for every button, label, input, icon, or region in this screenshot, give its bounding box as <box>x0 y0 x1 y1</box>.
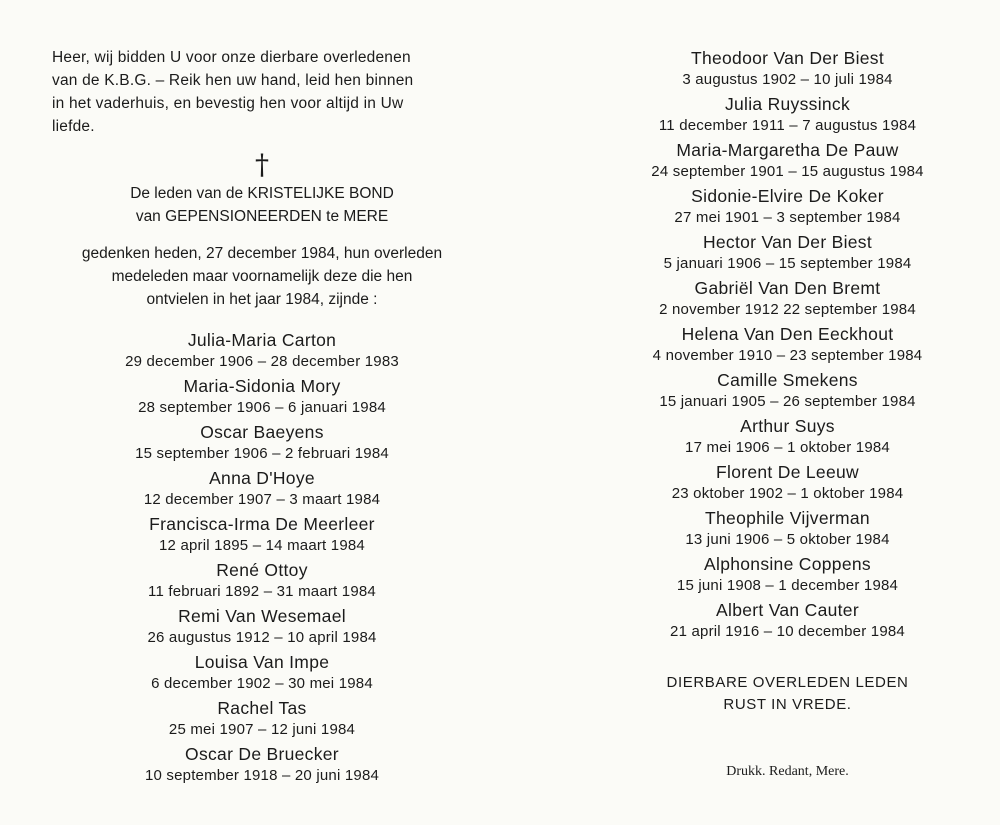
deceased-dates: 15 juni 1908 – 1 december 1984 <box>676 577 899 594</box>
deceased-name: Arthur Suys <box>740 416 835 436</box>
deceased-dates: 13 juni 1906 – 5 oktober 1984 <box>685 531 890 548</box>
deceased-name: Remi Van Wesemael <box>178 606 346 626</box>
intro-line: ontvielen in het jaar 1984, zijnde : <box>146 291 378 308</box>
prayer-line: liefde. <box>52 118 95 135</box>
deceased-entry <box>615 414 960 460</box>
deceased-name: Louisa Van Impe <box>194 652 330 672</box>
intro-line: gedenken heden, 27 december 1984, hun overleden <box>81 245 443 262</box>
deceased-name: Camille Smekens <box>717 370 858 390</box>
deceased-entry <box>615 598 960 644</box>
deceased-dates: 5 januari 1906 – 15 september 1984 <box>663 255 912 272</box>
deceased-list-left <box>52 328 472 788</box>
deceased-name: Francisca-Irma De Meerleer <box>149 514 375 534</box>
closing-line: RUST IN VREDE. <box>723 696 852 713</box>
deceased-dates: 10 september 1918 – 20 juni 1984 <box>144 767 380 784</box>
deceased-name: Sidonie-Elvire De Koker <box>691 186 884 206</box>
bond-line: De leden van de KRISTELIJKE BOND <box>130 185 394 202</box>
deceased-entry <box>615 92 960 138</box>
deceased-name: Maria-Margaretha De Pauw <box>676 140 899 160</box>
deceased-dates: 11 december 1911 – 7 augustus 1984 <box>658 117 917 134</box>
cross-icon: † <box>255 148 269 181</box>
deceased-name: Helena Van Den Eeckhout <box>681 324 894 344</box>
deceased-entry <box>615 322 960 368</box>
deceased-dates: 29 december 1906 – 28 december 1983 <box>125 353 399 370</box>
deceased-entry <box>52 466 472 512</box>
closing-line: DIERBARE OVERLEDEN LEDEN <box>666 674 909 691</box>
deceased-dates: 2 november 1912 22 september 1984 <box>659 301 916 318</box>
deceased-dates: 12 december 1907 – 3 maart 1984 <box>143 491 381 508</box>
deceased-entry <box>52 696 472 742</box>
prayer-line: van de K.B.G. – Reik hen uw hand, leid hen binnen <box>52 72 414 89</box>
deceased-entry <box>615 552 960 598</box>
deceased-name: Gabriël Van Den Bremt <box>694 278 881 298</box>
deceased-entry <box>615 460 960 506</box>
right-column <box>615 46 960 716</box>
deceased-dates: 4 november 1910 – 23 september 1984 <box>652 347 923 364</box>
deceased-dates: 15 september 1906 – 2 februari 1984 <box>135 445 389 462</box>
deceased-entry <box>615 184 960 230</box>
deceased-dates: 27 mei 1901 – 3 september 1984 <box>674 209 901 226</box>
deceased-dates: 25 mei 1907 – 12 juni 1984 <box>168 721 356 738</box>
left-column <box>52 46 472 788</box>
bond-line: van GEPENSIONEERDEN te MERE <box>135 208 389 225</box>
deceased-name: Oscar De Bruecker <box>185 744 339 764</box>
deceased-entry <box>52 374 472 420</box>
deceased-dates: 28 september 1906 – 6 januari 1984 <box>138 399 386 416</box>
deceased-entry <box>615 276 960 322</box>
deceased-name: Florent De Leeuw <box>716 462 859 482</box>
deceased-entry <box>52 742 472 788</box>
deceased-name: Hector Van Der Biest <box>702 232 873 252</box>
deceased-name: Maria-Sidonia Mory <box>183 376 341 396</box>
deceased-dates: 15 januari 1905 – 26 september 1984 <box>659 393 916 410</box>
deceased-name: Oscar Baeyens <box>200 422 324 442</box>
deceased-entry <box>615 368 960 414</box>
deceased-dates: 6 december 1902 – 30 mei 1984 <box>151 675 373 692</box>
deceased-entry <box>615 46 960 92</box>
deceased-dates: 11 februari 1892 – 31 maart 1984 <box>148 583 376 600</box>
deceased-entry <box>52 512 472 558</box>
deceased-dates: 12 april 1895 – 14 maart 1984 <box>159 537 365 554</box>
deceased-dates: 24 september 1901 – 15 augustus 1984 <box>651 163 924 180</box>
deceased-entry <box>52 650 472 696</box>
deceased-entry <box>52 328 472 374</box>
deceased-name: Theodoor Van Der Biest <box>690 48 885 68</box>
prayer-text <box>52 46 472 138</box>
deceased-name: Alphonsine Coppens <box>704 554 871 574</box>
deceased-dates: 26 augustus 1912 – 10 april 1984 <box>147 629 377 646</box>
deceased-name: René Ottoy <box>216 560 308 580</box>
deceased-dates: 17 mei 1906 – 1 oktober 1984 <box>685 439 890 456</box>
prayer-line: Heer, wij bidden U voor onze dierbare overledenen <box>52 49 411 66</box>
prayer-line: in het vaderhuis, en bevestig hen voor altijd in Uw <box>52 95 404 112</box>
deceased-name: Anna D'Hoye <box>209 468 315 488</box>
deceased-entry <box>615 230 960 276</box>
deceased-entry <box>615 506 960 552</box>
deceased-name: Theophile Vijverman <box>705 508 870 528</box>
deceased-dates: 3 augustus 1902 – 10 juli 1984 <box>682 71 893 88</box>
intro-text <box>52 242 472 311</box>
deceased-list-right <box>615 46 960 644</box>
intro-line: medeleden maar voornamelijk deze die hen <box>111 268 413 285</box>
deceased-name: Julia Ruyssinck <box>724 94 851 114</box>
deceased-name: Julia-Maria Carton <box>187 330 337 350</box>
deceased-entry <box>52 604 472 650</box>
deceased-entry <box>615 138 960 184</box>
deceased-entry <box>52 558 472 604</box>
deceased-entry <box>52 420 472 466</box>
bond-heading <box>52 182 472 228</box>
printer-credit: Drukk. Redant, Mere. <box>726 764 849 779</box>
deceased-dates: 21 april 1916 – 10 december 1984 <box>670 623 905 640</box>
deceased-dates: 23 oktober 1902 – 1 oktober 1984 <box>671 485 904 502</box>
deceased-name: Rachel Tas <box>217 698 307 718</box>
closing-text <box>615 672 960 716</box>
deceased-name: Albert Van Cauter <box>716 600 859 620</box>
